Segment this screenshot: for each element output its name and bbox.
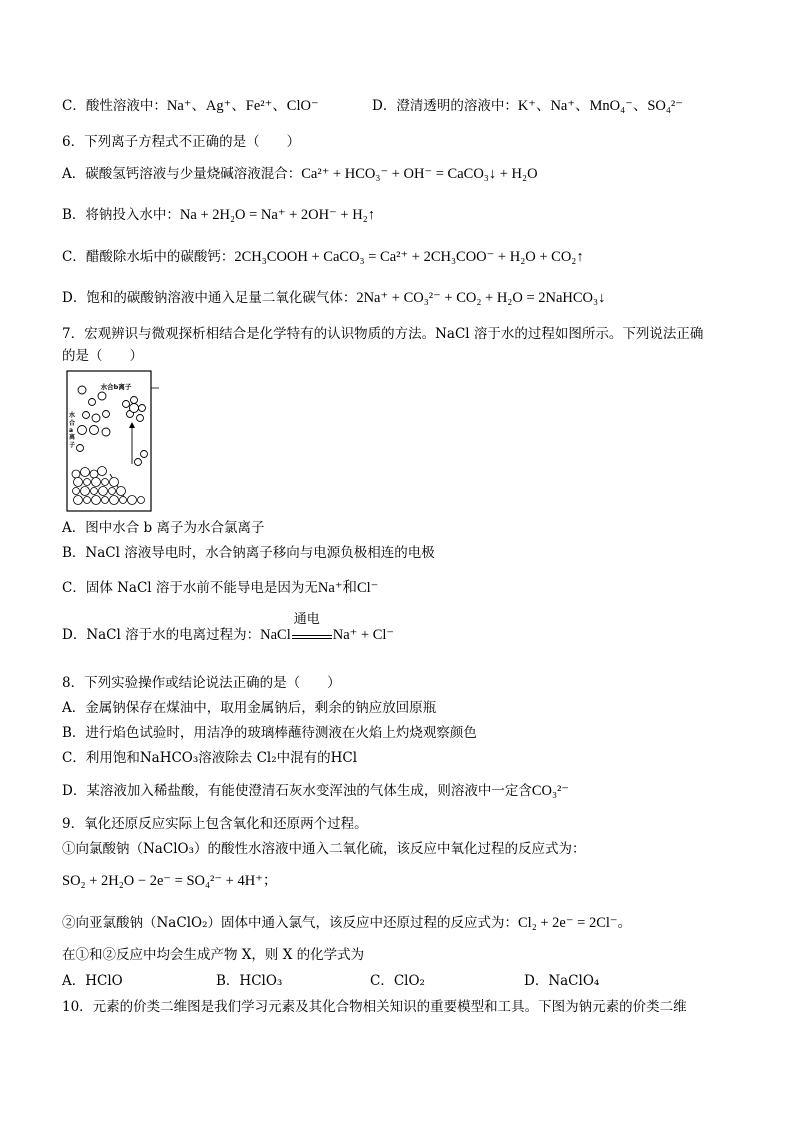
svg-text:a: a xyxy=(69,427,74,434)
q7-stem-line2: 的是（ ） xyxy=(62,348,143,364)
q8-option-a: A．金属钠保存在煤油中，取用金属钠后，剩余的钠应放回原瓶 xyxy=(62,700,437,716)
q7-d-condition: 通电 xyxy=(293,611,320,627)
q6-d-text: D．饱和的碳酸钠溶液中通入足量二氧化碳气体： xyxy=(62,290,357,306)
q9-part2 xyxy=(62,914,632,932)
q9-part1: ①向氯酸钠（NaClO₃）的酸性水溶液中通入二氧化硫，该反应中氧化过程的反应式为： xyxy=(62,841,586,857)
q5-c-label: C．酸性溶液中： xyxy=(62,98,167,114)
q9-option-c: C．ClO₂ xyxy=(370,973,425,989)
q8-option-d xyxy=(62,782,569,800)
q7-d-products: Na⁺ + Cl⁻ xyxy=(332,627,395,643)
q9-equation1: SO₂ + 2H₂O − 2e⁻ = SO₄²⁻ + 4H⁺； xyxy=(62,873,278,889)
q8-d-ion: CO₃²⁻ xyxy=(531,783,570,799)
nacl-dissolution-figure xyxy=(66,370,164,512)
q9-part2-text: ②向亚氯酸钠（NaClO₂）固体中通入氯气，该反应中还原过程的反应式为： xyxy=(62,915,518,931)
q7-c-text: C．固体 NaCl 溶于水前不能导电是因为无 xyxy=(62,580,318,596)
q8-stem: 8．下列实验操作或结论说法正确的是（ ） xyxy=(62,675,341,691)
svg-text:子: 子 xyxy=(69,442,76,449)
q6-b-equation: Na + 2H₂O = Na⁺ + 2OH⁻ + H₂↑ xyxy=(179,207,375,223)
q7-d-text: D．NaCl 溶于水的电离过程为： xyxy=(62,627,261,643)
q6-option-b xyxy=(62,206,375,224)
q7-stem-line1: 7．宏观辨识与微观探析相结合是化学特有的认识物质的方法。NaCl 溶于水的过程如图所示。下列说法正确 xyxy=(62,326,704,342)
q5-c-ions: Na⁺、Ag⁺、Fe²⁺、ClO⁻ xyxy=(166,98,319,114)
svg-text:离: 离 xyxy=(69,434,76,441)
q6-d-equation: 2Na⁺ + CO₃²⁻ + CO₂ + H₂O = 2NaHCO₃↓ xyxy=(356,290,606,306)
q5-option-c xyxy=(62,97,319,115)
q6-a-text: A．碳酸氢钙溶液与少量烧碱溶液混合： xyxy=(62,166,302,182)
q7-c-ions: Na⁺和Cl⁻ xyxy=(317,580,379,596)
q9-stem: 9．氧化还原反应实际上包含氧化和还原两个过程。 xyxy=(62,816,368,832)
q7-option-a: A．图中水合 b 离子为水合氯离子 xyxy=(62,520,265,536)
q8-d-text: D．某溶液加入稀盐酸，有能使澄清石灰水变浑浊的气体生成，则溶液中一定含 xyxy=(62,783,532,799)
q5-option-d xyxy=(372,97,683,115)
q8-option-b: B．进行焰色试验时，用洁净的玻璃棒蘸待测液在火焰上灼烧观察颜色 xyxy=(62,725,477,741)
q8-option-c: C．利用饱和NaHCO₃溶液除去 Cl₂中混有的HCl xyxy=(62,750,358,766)
q6-stem: 6．下列离子方程式不正确的是（ ） xyxy=(62,134,301,150)
q5-d-ions: K⁺、Na⁺、MnO₄⁻、SO₄²⁻ xyxy=(517,98,683,114)
q7-d-arrow xyxy=(291,611,333,645)
q6-option-c xyxy=(62,248,584,266)
q5-d-label: D．澄清透明的溶液中： xyxy=(372,98,518,114)
figure-label-hydrated-b: 水合b离子 xyxy=(100,383,132,391)
q6-option-a xyxy=(62,165,538,183)
q7-option-d xyxy=(62,611,395,645)
nacl-dissolution-diagram xyxy=(66,370,164,512)
q6-c-equation: 2CH₃COOH + CaCO₃ = Ca²⁺ + 2CH₃COO⁻ + H₂O + CO₂↑ xyxy=(234,249,584,265)
q9-option-a: A．HClO xyxy=(62,973,123,989)
q10-stem: 10．元素的价类二维图是我们学习元素及其化合物相关知识的重要模型和工具。下图为钠元素的价类二维 xyxy=(62,999,687,1015)
q9-part3: 在①和②反应中均会生成产物 X，则 X 的化学式为 xyxy=(62,947,365,963)
q7-d-reactant: NaCl xyxy=(260,627,291,643)
svg-text:水: 水 xyxy=(69,412,76,419)
q7-option-b: B．NaCl 溶液导电时，水合钠离子移向与电源负极相连的电极 xyxy=(62,545,435,561)
svg-text:合: 合 xyxy=(69,420,76,427)
q6-a-equation: Ca²⁺ + HCO₃⁻ + OH⁻ = CaCO₃↓ + H₂O xyxy=(301,166,538,182)
q6-b-text: B．将钠投入水中： xyxy=(62,207,180,223)
q6-c-text: C．醋酸除水垢中的碳酸钙： xyxy=(62,249,235,265)
q9-option-b: B．HClO₃ xyxy=(216,973,283,989)
q9-option-d: D．NaClO₄ xyxy=(524,973,600,989)
q9-equation2: Cl₂ + 2e⁻ = 2Cl⁻。 xyxy=(518,915,633,931)
q7-option-c xyxy=(62,579,378,597)
q6-option-d xyxy=(62,289,605,307)
